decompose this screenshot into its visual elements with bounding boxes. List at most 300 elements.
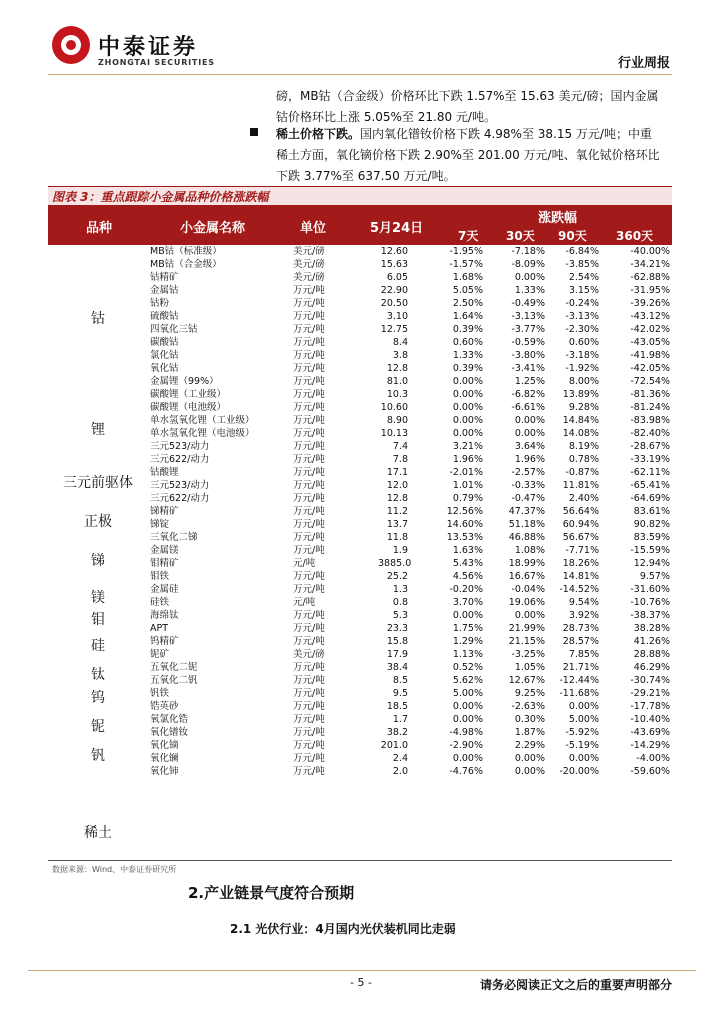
change-30d-cell: -6.82% [511, 389, 545, 400]
category-label: 锑 [91, 553, 105, 569]
change-7d-cell: -4.98% [449, 727, 483, 738]
price-cell: 20.50 [380, 298, 408, 309]
change-360d-cell: -59.60% [630, 766, 670, 777]
table-bottom-rule [48, 860, 672, 861]
change-90d-cell: 7.85% [568, 649, 599, 660]
header-change: 涨跌幅 [538, 211, 578, 226]
price-cell: 11.8 [386, 532, 408, 543]
unit-cell: 万元/吨 [293, 714, 325, 725]
change-360d-cell: -38.37% [630, 610, 670, 621]
change-360d-cell: -82.40% [630, 428, 670, 439]
change-7d-cell: 0.39% [452, 324, 483, 335]
change-30d-cell: -6.61% [511, 402, 545, 413]
header-90d: 90天 [558, 229, 587, 243]
change-7d-cell: 1.13% [452, 649, 483, 660]
table-row [48, 570, 672, 583]
unit-cell: 万元/吨 [293, 623, 325, 634]
category-label: 正极 [84, 514, 112, 530]
change-360d-cell: -10.76% [630, 597, 670, 608]
price-cell: 17.1 [386, 467, 408, 478]
price-cell: 11.2 [386, 506, 408, 517]
unit-cell: 万元/吨 [293, 363, 325, 374]
metal-name-cell: 氯化钴 [150, 350, 179, 361]
change-7d-cell: -2.01% [449, 467, 483, 478]
change-360d-cell: -17.78% [630, 701, 670, 712]
metal-name-cell: 金属镁 [150, 545, 179, 556]
zhongtai-logo-icon [52, 26, 90, 64]
price-cell: 2.0 [392, 766, 408, 777]
change-7d-cell: 1.68% [452, 272, 483, 283]
table-row [48, 401, 672, 414]
table-row [48, 284, 672, 297]
section-title: 2.产业链景气度符合预期 [188, 884, 355, 902]
price-cell: 0.8 [392, 597, 408, 608]
unit-cell: 万元/吨 [293, 688, 325, 699]
change-7d-cell: 13.53% [446, 532, 483, 543]
bullet-paragraph-line [276, 124, 676, 145]
change-7d-cell: 0.00% [452, 610, 483, 621]
price-cell: 13.7 [386, 519, 408, 530]
change-30d-cell: -3.41% [511, 363, 545, 374]
unit-cell: 万元/吨 [293, 350, 325, 361]
price-cell: 23.3 [386, 623, 408, 634]
change-30d-cell: 1.05% [514, 662, 545, 673]
table-row [48, 245, 672, 258]
company-name-en: ZHONGTAI SECURITIES [98, 58, 215, 67]
change-90d-cell: 14.08% [562, 428, 599, 439]
price-cell: 17.9 [386, 649, 408, 660]
change-30d-cell: -3.77% [511, 324, 545, 335]
price-cell: 12.8 [386, 363, 408, 374]
price-cell: 25.2 [386, 571, 408, 582]
header-7d: 7天 [458, 229, 479, 243]
change-30d-cell: 1.33% [514, 285, 545, 296]
price-cell: 3885.0 [378, 558, 412, 569]
unit-cell: 万元/吨 [293, 740, 325, 751]
category-label: 稀土 [84, 825, 112, 841]
change-7d-cell: 1.01% [452, 480, 483, 491]
price-cell: 7.4 [392, 441, 408, 452]
change-30d-cell: -0.47% [511, 493, 545, 504]
table-row [48, 336, 672, 349]
header-name: 小金属名称 [180, 221, 246, 236]
metal-name-cell: 钴精矿 [150, 272, 179, 283]
change-360d-cell: -62.11% [630, 467, 670, 478]
unit-cell: 元/吨 [293, 558, 316, 569]
change-30d-cell: 0.00% [514, 428, 545, 439]
change-7d-cell: 0.52% [452, 662, 483, 673]
change-7d-cell: 1.29% [452, 636, 483, 647]
category-label: 铌 [91, 719, 105, 735]
change-360d-cell: -40.00% [630, 246, 670, 257]
price-cell: 22.90 [380, 285, 408, 296]
footer-divider [28, 970, 696, 971]
change-7d-cell: 0.00% [452, 753, 483, 764]
change-30d-cell: 2.29% [514, 740, 545, 751]
unit-cell: 万元/吨 [293, 506, 325, 517]
change-7d-cell: 5.62% [452, 675, 483, 686]
table-row [48, 453, 672, 466]
metal-name-cell: MB钴（合金级） [150, 259, 222, 270]
change-30d-cell: -7.18% [511, 246, 545, 257]
unit-cell: 美元/磅 [293, 259, 325, 270]
change-360d-cell: 83.61% [633, 506, 670, 517]
change-30d-cell: 0.00% [514, 610, 545, 621]
change-90d-cell: -11.68% [559, 688, 599, 699]
metal-name-cell: 氧化镨钕 [150, 727, 189, 738]
metal-name-cell: 氧化钴 [150, 363, 179, 374]
unit-cell: 美元/磅 [293, 272, 325, 283]
change-90d-cell: -3.85% [565, 259, 599, 270]
change-90d-cell: -5.19% [565, 740, 599, 751]
category-label: 钴 [91, 311, 105, 327]
change-360d-cell: -62.88% [630, 272, 670, 283]
unit-cell: 万元/吨 [293, 298, 325, 309]
unit-cell: 万元/吨 [293, 519, 325, 530]
change-30d-cell: -2.57% [511, 467, 545, 478]
change-90d-cell: 28.73% [562, 623, 599, 634]
change-360d-cell: -34.21% [630, 259, 670, 270]
metal-name-cell: 氧化镧 [150, 753, 179, 764]
change-90d-cell: 2.40% [568, 493, 599, 504]
change-360d-cell: -43.12% [630, 311, 670, 322]
change-30d-cell: 51.18% [508, 519, 545, 530]
data-source: 数据来源：Wind、中泰证券研究所 [52, 865, 177, 874]
metal-name-cell: 锑锭 [150, 519, 170, 530]
change-30d-cell: -3.80% [511, 350, 545, 361]
change-7d-cell: 1.96% [452, 454, 483, 465]
change-90d-cell: 8.00% [568, 376, 599, 387]
change-30d-cell: 21.15% [508, 636, 545, 647]
change-90d-cell: -1.92% [565, 363, 599, 374]
category-label: 钼 [91, 612, 105, 628]
change-7d-cell: -2.90% [449, 740, 483, 751]
unit-cell: 万元/吨 [293, 662, 325, 673]
report-type: 行业周报 [617, 56, 670, 71]
change-30d-cell: 21.99% [508, 623, 545, 634]
unit-cell: 万元/吨 [293, 727, 325, 738]
unit-cell: 万元/吨 [293, 701, 325, 712]
change-7d-cell: 0.60% [452, 337, 483, 348]
change-90d-cell: -5.92% [565, 727, 599, 738]
change-30d-cell: 0.00% [514, 753, 545, 764]
change-90d-cell: -12.44% [559, 675, 599, 686]
price-cell: 8.90 [386, 415, 408, 426]
change-360d-cell: -29.21% [630, 688, 670, 699]
change-90d-cell: 28.57% [562, 636, 599, 647]
category-label: 硅 [91, 638, 105, 654]
change-90d-cell: 3.92% [568, 610, 599, 621]
change-30d-cell: 46.88% [508, 532, 545, 543]
change-90d-cell: -6.84% [565, 246, 599, 257]
price-cell: 15.63 [380, 259, 408, 270]
metal-name-cell: 锆英砂 [150, 701, 179, 712]
metal-name-cell: 氧化铈 [150, 766, 179, 777]
change-360d-cell: 38.28% [633, 623, 670, 634]
change-7d-cell: 1.75% [452, 623, 483, 634]
change-90d-cell: -14.52% [559, 584, 599, 595]
change-90d-cell: 2.54% [568, 272, 599, 283]
price-cell: 8.5 [392, 675, 408, 686]
metal-name-cell: 钴粉 [150, 298, 170, 309]
table-row [48, 258, 672, 271]
header-category: 品种 [86, 221, 113, 236]
change-7d-cell: 0.00% [452, 714, 483, 725]
change-30d-cell: 0.30% [514, 714, 545, 725]
change-360d-cell: -43.05% [630, 337, 670, 348]
change-7d-cell: 5.00% [452, 688, 483, 699]
change-7d-cell: 0.00% [452, 428, 483, 439]
price-cell: 38.4 [386, 662, 408, 673]
change-360d-cell: -31.60% [630, 584, 670, 595]
change-360d-cell: -4.00% [636, 753, 670, 764]
price-cell: 15.8 [386, 636, 408, 647]
change-90d-cell: 14.81% [562, 571, 599, 582]
price-cell: 7.8 [392, 454, 408, 465]
unit-cell: 万元/吨 [293, 324, 325, 335]
change-7d-cell: -4.76% [449, 766, 483, 777]
change-7d-cell: -1.95% [449, 246, 483, 257]
change-30d-cell: 19.06% [508, 597, 545, 608]
change-90d-cell: 56.64% [562, 506, 599, 517]
metal-name-cell: 单水氢氧化锂（电池级） [150, 428, 255, 439]
price-cell: 12.60 [380, 246, 408, 257]
change-90d-cell: 14.84% [562, 415, 599, 426]
change-7d-cell: 5.05% [452, 285, 483, 296]
metal-name-cell: 钼铁 [150, 571, 170, 582]
unit-cell: 美元/磅 [293, 649, 325, 660]
change-360d-cell: -41.98% [630, 350, 670, 361]
unit-cell: 万元/吨 [293, 376, 325, 387]
price-cell: 1.7 [392, 714, 408, 725]
price-cell: 3.8 [392, 350, 408, 361]
metal-name-cell: 五氧化二铌 [150, 662, 198, 673]
price-cell: 5.3 [392, 610, 408, 621]
unit-cell: 万元/吨 [293, 467, 325, 478]
change-90d-cell: 8.19% [568, 441, 599, 452]
figure-title: 图表 3：重点跟踪小金属品种价格涨跌幅 [52, 190, 269, 204]
change-7d-cell: 12.56% [446, 506, 483, 517]
change-7d-cell: 0.39% [452, 363, 483, 374]
change-360d-cell: -14.29% [630, 740, 670, 751]
metal-name-cell: 碳酸锂（电池级） [150, 402, 227, 413]
header-date: 5月24日 [370, 221, 424, 236]
table-row [48, 349, 672, 362]
header-divider [48, 74, 672, 75]
change-30d-cell: 1.96% [514, 454, 545, 465]
change-90d-cell: 0.60% [568, 337, 599, 348]
change-90d-cell: -3.18% [565, 350, 599, 361]
table-row [48, 440, 672, 453]
change-30d-cell: 9.25% [514, 688, 545, 699]
change-30d-cell: 0.00% [514, 415, 545, 426]
price-cell: 8.4 [392, 337, 408, 348]
change-90d-cell: 9.28% [568, 402, 599, 413]
price-cell: 6.05 [386, 272, 408, 283]
change-30d-cell: -8.09% [511, 259, 545, 270]
header-360d: 360天 [616, 229, 654, 243]
price-cell: 1.9 [392, 545, 408, 556]
change-7d-cell: 3.70% [452, 597, 483, 608]
change-30d-cell: 3.64% [514, 441, 545, 452]
unit-cell: 万元/吨 [293, 415, 325, 426]
change-7d-cell: 0.00% [452, 376, 483, 387]
metal-name-cell: 海绵钛 [150, 610, 179, 621]
unit-cell: 万元/吨 [293, 311, 325, 322]
table-row [48, 271, 672, 284]
metal-name-cell: 金属锂（99%） [150, 376, 219, 387]
metal-name-cell: 碳酸锂（工业级） [150, 389, 227, 400]
metal-name-cell: 碳酸钴 [150, 337, 179, 348]
change-90d-cell: 18.26% [562, 558, 599, 569]
change-30d-cell: -0.04% [511, 584, 545, 595]
change-90d-cell: 5.00% [568, 714, 599, 725]
change-360d-cell: 90.82% [633, 519, 670, 530]
bullet-text: 国内氧化镨钕价格下跌 4.98%至 38.15 万元/吨；中重 [360, 127, 652, 141]
category-label: 三元前驱体 [63, 475, 133, 491]
change-90d-cell: 3.15% [568, 285, 599, 296]
change-90d-cell: -2.30% [565, 324, 599, 335]
change-90d-cell: 21.71% [562, 662, 599, 673]
unit-cell: 万元/吨 [293, 675, 325, 686]
price-cell: 12.75 [380, 324, 408, 335]
category-label: 镁 [91, 590, 105, 606]
table-row [48, 388, 672, 401]
unit-cell: 美元/磅 [293, 246, 325, 257]
unit-cell: 万元/吨 [293, 285, 325, 296]
change-360d-cell: -30.74% [630, 675, 670, 686]
change-90d-cell: -3.13% [565, 311, 599, 322]
change-90d-cell: -20.00% [559, 766, 599, 777]
metal-name-cell: 三元523/动力 [150, 480, 210, 491]
change-90d-cell: 0.78% [568, 454, 599, 465]
change-7d-cell: 5.43% [452, 558, 483, 569]
change-90d-cell: 9.54% [568, 597, 599, 608]
header-unit: 单位 [300, 221, 327, 236]
change-7d-cell: 1.64% [452, 311, 483, 322]
price-cell: 3.10 [386, 311, 408, 322]
change-30d-cell: -0.33% [511, 480, 545, 491]
category-label: 钛 [91, 667, 105, 683]
change-30d-cell: 1.08% [514, 545, 545, 556]
metal-name-cell: 钨精矿 [150, 636, 179, 647]
change-360d-cell: 12.94% [633, 558, 670, 569]
change-30d-cell: -0.59% [511, 337, 545, 348]
change-90d-cell: 13.89% [562, 389, 599, 400]
change-30d-cell: 0.00% [514, 272, 545, 283]
change-360d-cell: 28.88% [633, 649, 670, 660]
price-cell: 12.8 [386, 493, 408, 504]
change-7d-cell: 14.60% [446, 519, 483, 530]
metal-name-cell: 钒铁 [150, 688, 170, 699]
change-30d-cell: 1.25% [514, 376, 545, 387]
metal-name-cell: 钴酸锂 [150, 467, 179, 478]
change-360d-cell: -42.05% [630, 363, 670, 374]
change-30d-cell: -0.49% [511, 298, 545, 309]
unit-cell: 万元/吨 [293, 571, 325, 582]
change-90d-cell: -7.71% [565, 545, 599, 556]
metal-name-cell: 三元622/动力 [150, 493, 210, 504]
unit-cell: 万元/吨 [293, 610, 325, 621]
unit-cell: 万元/吨 [293, 766, 325, 777]
unit-cell: 万元/吨 [293, 753, 325, 764]
change-7d-cell: 4.56% [452, 571, 483, 582]
change-7d-cell: 0.00% [452, 402, 483, 413]
change-360d-cell: -64.69% [630, 493, 670, 504]
price-cell: 18.5 [386, 701, 408, 712]
price-cell: 12.0 [386, 480, 408, 491]
change-360d-cell: -65.41% [630, 480, 670, 491]
unit-cell: 万元/吨 [293, 545, 325, 556]
change-30d-cell: -3.25% [511, 649, 545, 660]
subsection-title: 2.1 光伏行业：4月国内光伏装机同比走弱 [230, 922, 456, 936]
price-cell: 38.2 [386, 727, 408, 738]
change-360d-cell: -10.40% [630, 714, 670, 725]
change-30d-cell: -2.63% [511, 701, 545, 712]
change-30d-cell: 16.67% [508, 571, 545, 582]
change-360d-cell: 9.57% [639, 571, 670, 582]
table-row [48, 375, 672, 388]
table-header [48, 205, 672, 245]
change-90d-cell: 11.81% [562, 480, 599, 491]
change-360d-cell: -39.26% [630, 298, 670, 309]
bullet-paragraph-line: 稀土方面，氧化镝价格下跌 2.90%至 201.00 万元/吨、氧化铽价格环比 [276, 148, 660, 162]
figure-title-bar [48, 186, 672, 205]
change-30d-cell: 1.87% [514, 727, 545, 738]
price-cell: 81.0 [386, 376, 408, 387]
change-7d-cell: 0.00% [452, 389, 483, 400]
change-90d-cell: 0.00% [568, 701, 599, 712]
unit-cell: 万元/吨 [293, 441, 325, 452]
change-7d-cell: 1.33% [452, 350, 483, 361]
metal-name-cell: 硅铁 [150, 597, 170, 608]
change-360d-cell: -83.98% [630, 415, 670, 426]
disclaimer: 请务必阅读正文之后的重要声明部分 [479, 978, 672, 992]
change-360d-cell: -15.59% [630, 545, 670, 556]
change-90d-cell: 60.94% [562, 519, 599, 530]
metal-name-cell: APT [150, 623, 169, 634]
unit-cell: 万元/吨 [293, 402, 325, 413]
metal-name-cell: 四氧化三钴 [150, 324, 198, 335]
metal-name-cell: 硫酸钴 [150, 311, 179, 322]
metal-name-cell: 单水氢氧化锂（工业级） [150, 415, 255, 426]
bullet-heading: 稀土价格下跌。 [276, 127, 361, 141]
page-header [0, 0, 724, 80]
unit-cell: 万元/吨 [293, 584, 325, 595]
unit-cell: 万元/吨 [293, 493, 325, 504]
metal-name-cell: 氧化镝 [150, 740, 179, 751]
unit-cell: 万元/吨 [293, 428, 325, 439]
table-row [48, 362, 672, 375]
change-360d-cell: 41.26% [633, 636, 670, 647]
bullet-square-icon [250, 128, 258, 136]
change-360d-cell: -72.54% [630, 376, 670, 387]
metal-name-cell: 三氧化二锑 [150, 532, 198, 543]
metal-name-cell: 钼精矿 [150, 558, 179, 569]
change-7d-cell: 3.21% [452, 441, 483, 452]
category-label: 钨 [91, 690, 105, 706]
change-360d-cell: -43.69% [630, 727, 670, 738]
change-30d-cell: 0.00% [514, 766, 545, 777]
metal-name-cell: 三元622/动力 [150, 454, 210, 465]
metal-name-cell: 五氧化二钒 [150, 675, 198, 686]
change-7d-cell: 2.50% [452, 298, 483, 309]
change-90d-cell: 0.00% [568, 753, 599, 764]
metal-name-cell: MB钴（标准级） [150, 246, 222, 257]
table-row [48, 765, 672, 778]
change-7d-cell: 1.63% [452, 545, 483, 556]
unit-cell: 万元/吨 [293, 480, 325, 491]
